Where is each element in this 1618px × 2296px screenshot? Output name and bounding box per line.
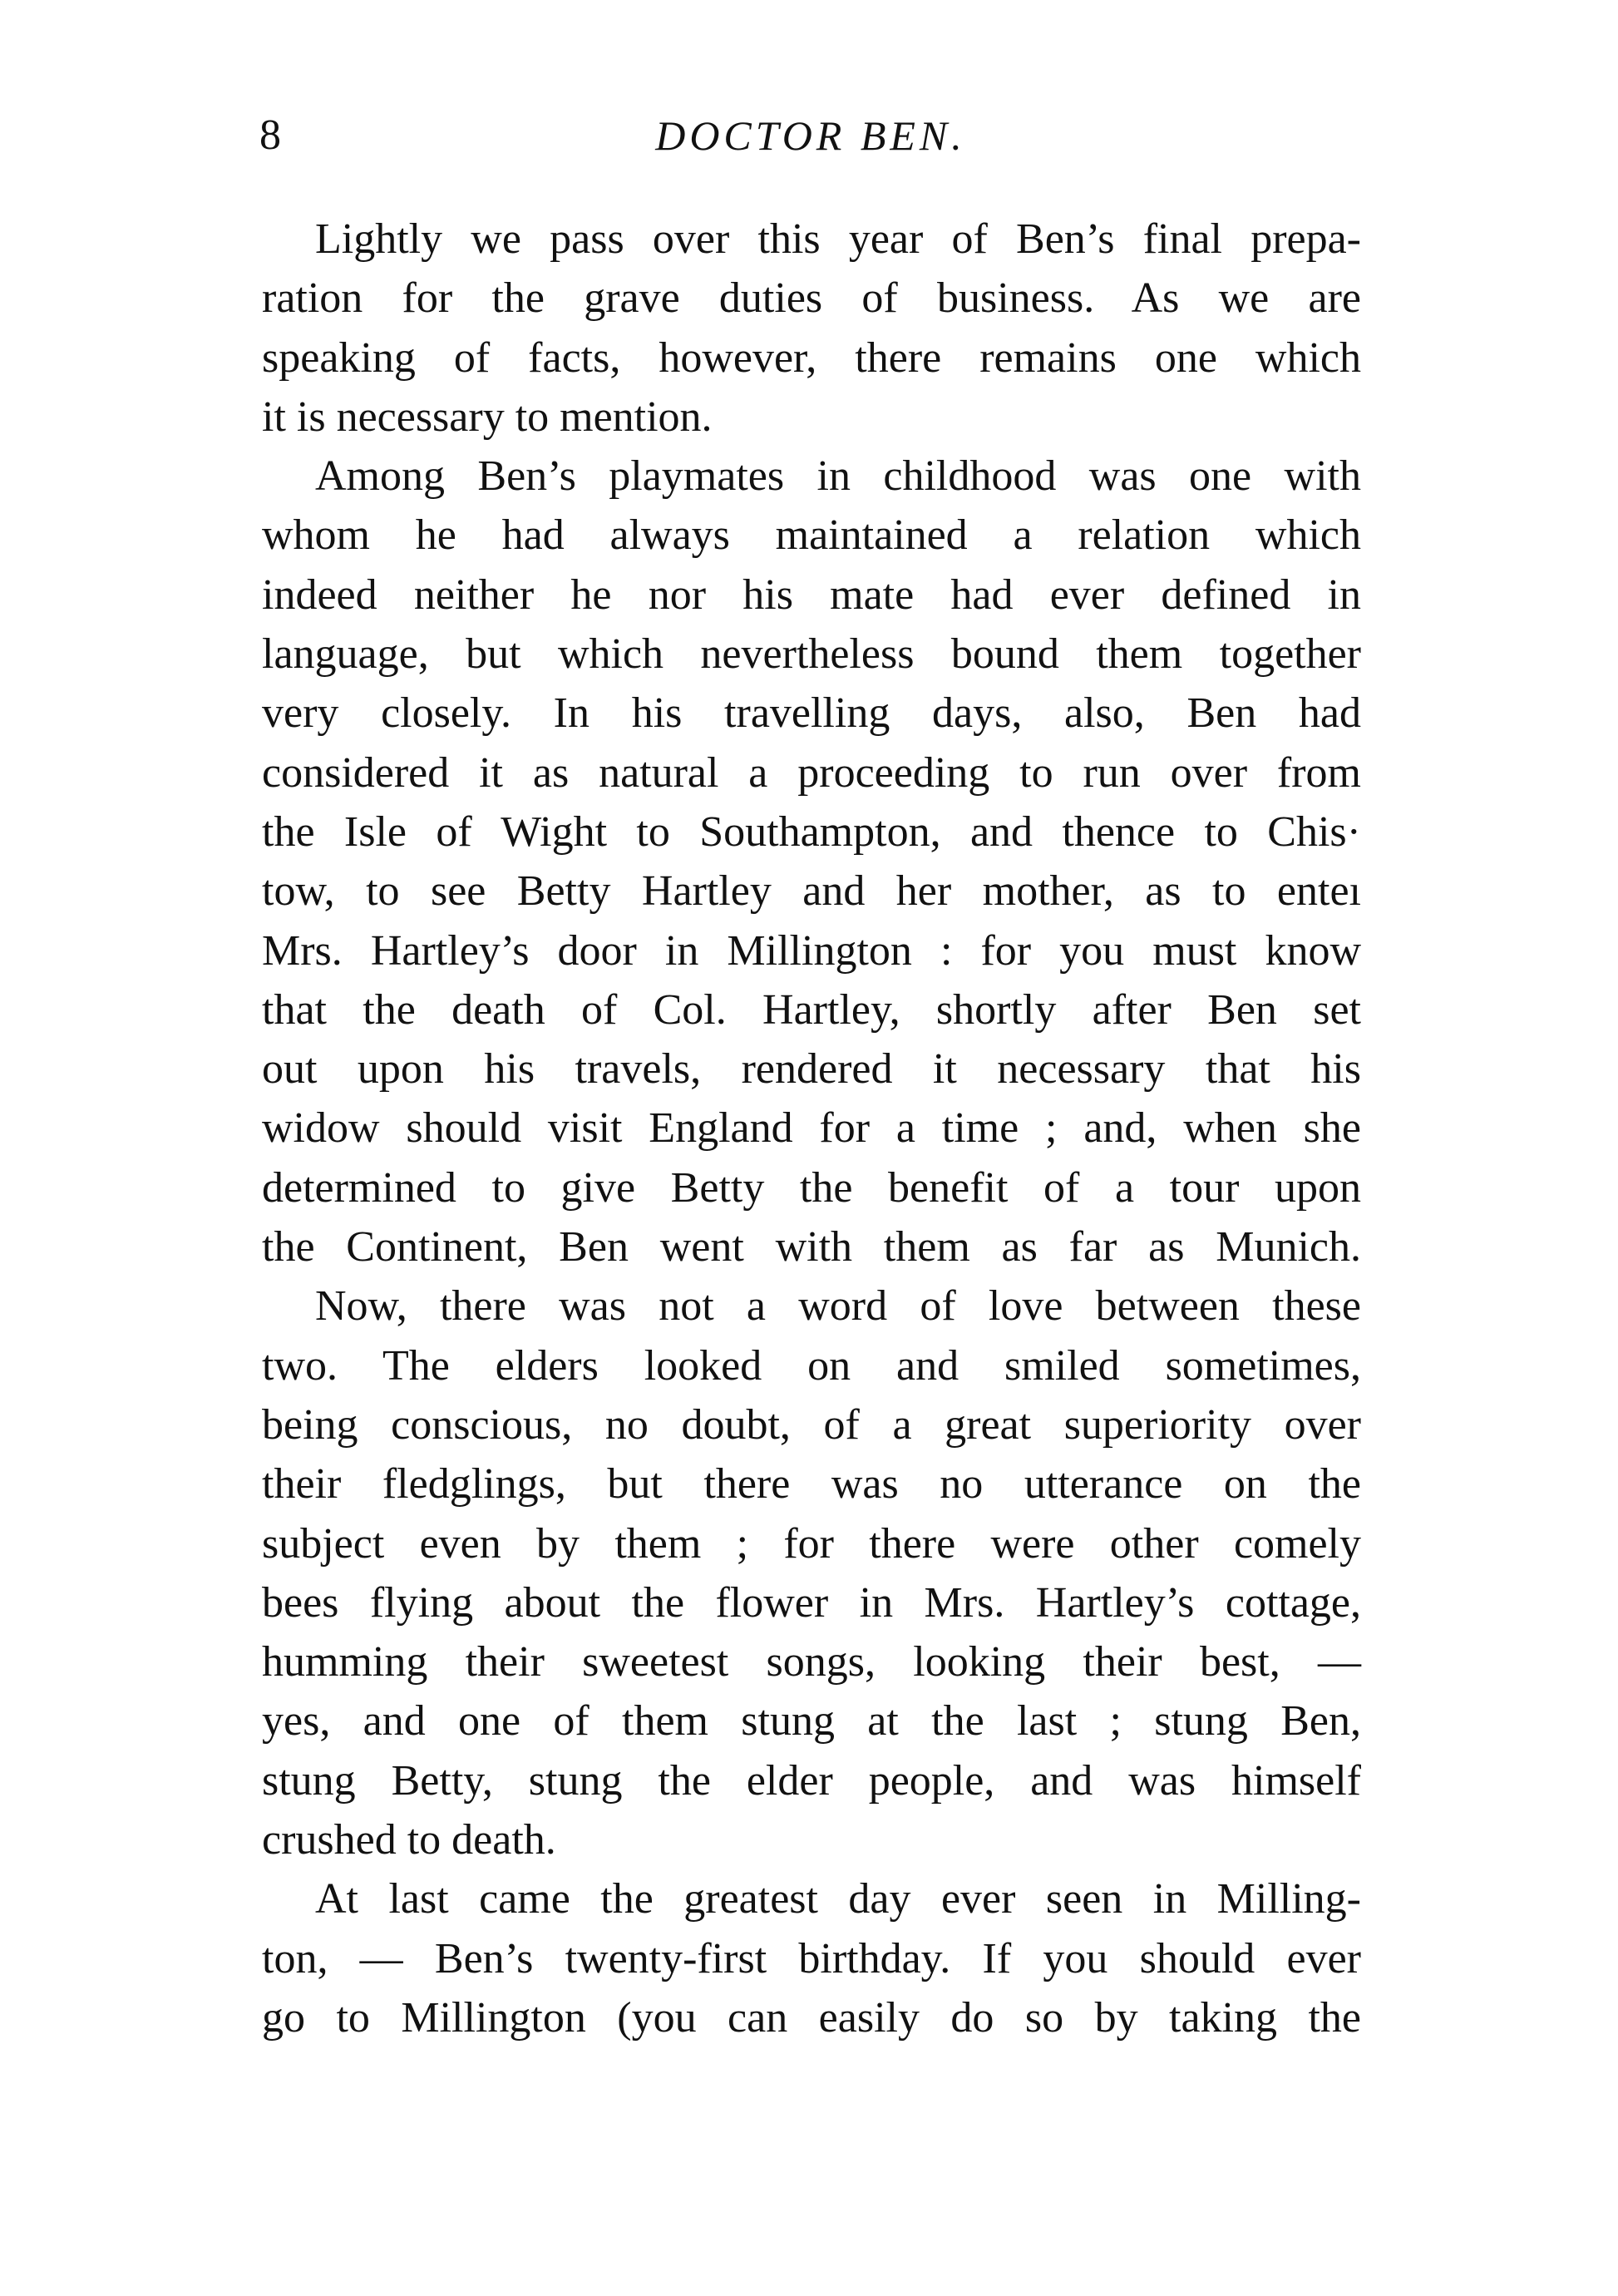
text-line: humming their sweetest songs, looking their best, —: [262, 1638, 1361, 1686]
running-title: DOCTOR BEN.: [655, 112, 966, 159]
text-line: determined to give Betty the benefit of a tour upon: [262, 1163, 1361, 1212]
text-line: yes, and one of them stung at the last ; stung Ben,: [262, 1697, 1361, 1745]
text-line: the Isle of Wight to Southampton, and thence to Chis·: [262, 807, 1361, 856]
paragraph: [262, 1869, 1361, 2047]
text-line: being conscious, no doubt, of a great superiority over: [262, 1400, 1361, 1449]
text-line: their fledglings, but there was no utterance on the: [262, 1460, 1361, 1508]
text-line: two. The elders looked on and smiled sometimes,: [262, 1341, 1361, 1390]
text-line: go to Millington (you can easily do so by taking the: [262, 1993, 1361, 2042]
text-line: language, but which nevertheless bound them together: [262, 630, 1361, 679]
text-line: considered it as natural a proceeding to run over from: [262, 748, 1361, 797]
text-line: tow, to see Betty Hartley and her mother, as to enteı: [262, 867, 1361, 916]
text-line: ton, — Ben’s twenty-first birthday. If you should ever: [262, 1934, 1361, 1982]
text-line: out upon his travels, rendered it necessary that his: [262, 1045, 1361, 1094]
paragraph: [262, 447, 1361, 1276]
text-line: bees flying about the flower in Mrs. Hartley’s cottage,: [262, 1578, 1361, 1627]
text-line: it is necessary to mention.: [262, 393, 713, 441]
body-text: [262, 210, 1361, 2047]
text-line: Mrs. Hartley’s door in Millington : for you must know: [262, 926, 1361, 975]
text-line: widow should visit England for a time ; and, when she: [262, 1104, 1361, 1153]
text-line: stung Betty, stung the elder people, and was himself: [262, 1756, 1361, 1805]
paragraph: [262, 1276, 1361, 1869]
paragraph: [262, 210, 1361, 447]
text-line: whom he had always maintained a relation which: [262, 511, 1361, 560]
text-line: ration for the grave duties of business. As we are: [262, 274, 1361, 323]
page-number: 8: [259, 111, 281, 159]
text-line: the Continent, Ben went with them as far as Munich.: [262, 1223, 1361, 1271]
text-line: crushed to death.: [262, 1816, 556, 1864]
text-line: Now, there was not a word of love between these: [315, 1282, 1361, 1331]
running-head: [259, 106, 1362, 165]
text-line: Lightly we pass over this year of Ben’s final prepa-: [315, 215, 1361, 263]
text-line: indeed neither he nor his mate had ever defined in: [262, 570, 1361, 619]
text-line: speaking of facts, however, there remains one which: [262, 333, 1361, 382]
text-line: subject even by them ; for there were other comely: [262, 1519, 1361, 1568]
text-line: very closely. In his travelling days, also, Ben had: [262, 689, 1361, 738]
text-line: At last came the greatest day ever seen in Milling-: [315, 1875, 1361, 1923]
text-line: that the death of Col. Hartley, shortly after Ben set: [262, 985, 1361, 1034]
text-line: Among Ben’s playmates in childhood was one with: [315, 452, 1361, 501]
